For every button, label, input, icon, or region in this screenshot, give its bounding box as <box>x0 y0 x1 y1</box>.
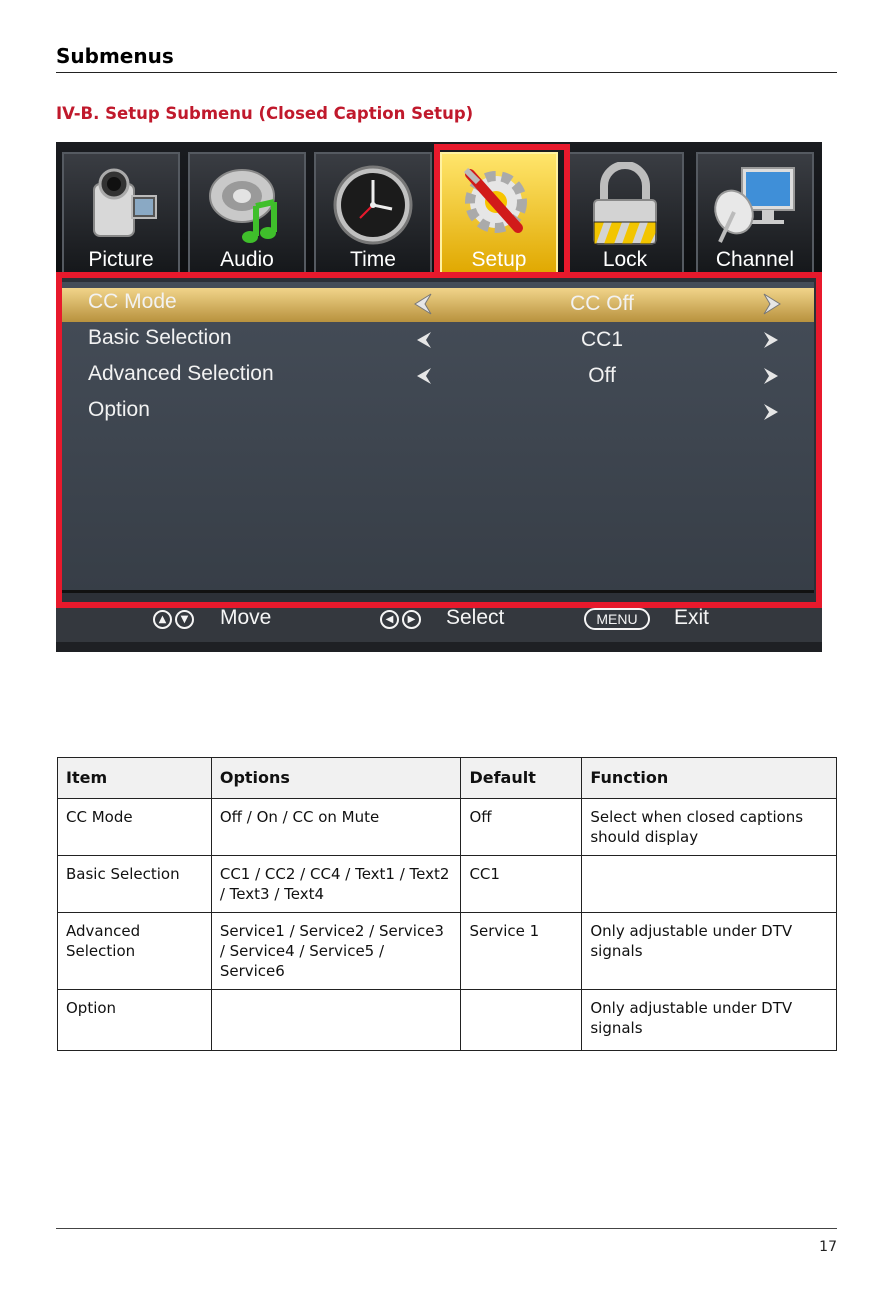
speaker-music-icon <box>204 162 290 248</box>
row-value: CC1 <box>580 328 623 351</box>
section-title: IV-B. Setup Submenu (Closed Caption Setup) <box>56 104 474 123</box>
page-title: Submenus <box>56 44 837 73</box>
tab-label: Lock <box>602 248 648 271</box>
table-row <box>58 856 837 913</box>
up-button-icon: ▲ <box>153 610 172 629</box>
tab-bar <box>56 142 822 278</box>
menu-row-advanced-selection[interactable] <box>62 360 814 394</box>
arrow-left-icon[interactable] <box>413 364 433 388</box>
menu-list <box>62 282 814 592</box>
cell-function: Only adjustable under DTV signals <box>582 990 837 1051</box>
cell-options: CC1 / CC2 / CC4 / Text1 / Text2 / Text3 / Text4 <box>211 856 461 913</box>
header-default: Default <box>461 758 582 799</box>
cell-function <box>582 856 837 913</box>
cell-options: Service1 / Service2 / Service3 / Service4 / Service5 / Service6 <box>211 913 461 990</box>
menu-divider <box>62 590 814 593</box>
arrow-right-icon[interactable] <box>762 400 782 424</box>
menu-row-option[interactable] <box>62 396 814 430</box>
tv-footer-edge <box>56 642 822 652</box>
cell-item: Advanced Selection <box>58 913 212 990</box>
left-button-icon: ◀ <box>380 610 399 629</box>
tab-time[interactable] <box>314 152 432 276</box>
tab-label: Audio <box>220 248 274 271</box>
down-button-icon: ▼ <box>175 610 194 629</box>
row-value: CC Off <box>570 292 634 315</box>
tab-label: Setup <box>471 248 527 271</box>
cell-default <box>461 990 582 1051</box>
right-button-icon: ▶ <box>402 610 421 629</box>
menu-key-icon: MENU <box>584 608 650 630</box>
row-label: Advanced Selection <box>88 362 274 385</box>
table-row <box>58 799 837 856</box>
page-number: 17 <box>819 1239 837 1255</box>
header-options: Options <box>211 758 461 799</box>
arrow-right-icon[interactable] <box>762 328 782 352</box>
cell-item: CC Mode <box>58 799 212 856</box>
cell-function: Select when closed captions should display <box>582 799 837 856</box>
cell-default: Service 1 <box>461 913 582 990</box>
tv-menu-screenshot <box>56 142 822 652</box>
tab-audio[interactable] <box>188 152 306 276</box>
satellite-monitor-icon <box>712 162 798 248</box>
cell-function: Only adjustable under DTV signals <box>582 913 837 990</box>
table-row <box>58 913 837 990</box>
tab-picture[interactable] <box>62 152 180 276</box>
arrow-left-icon[interactable] <box>413 328 433 352</box>
camcorder-icon <box>78 162 164 248</box>
page-footer <box>56 1228 837 1255</box>
cell-options <box>211 990 461 1051</box>
gear-wrench-icon <box>456 162 542 248</box>
page-header <box>56 44 837 73</box>
tab-channel[interactable] <box>696 152 814 276</box>
tv-footer-hints <box>56 602 822 642</box>
row-label: Basic Selection <box>88 326 232 349</box>
tab-label: Channel <box>715 248 795 271</box>
row-label: CC Mode <box>88 290 177 313</box>
closed-caption-table <box>57 757 837 1051</box>
cell-default: Off <box>461 799 582 856</box>
arrow-left-icon[interactable] <box>413 292 433 316</box>
row-value: Off <box>588 364 616 387</box>
padlock-icon <box>582 162 668 248</box>
header-function: Function <box>582 758 837 799</box>
hint-exit: Exit <box>674 606 710 629</box>
menu-row-basic-selection[interactable] <box>62 324 814 358</box>
clock-icon <box>330 162 416 248</box>
tab-lock[interactable] <box>566 152 684 276</box>
table-row <box>58 990 837 1051</box>
cell-options: Off / On / CC on Mute <box>211 799 461 856</box>
tab-setup[interactable] <box>440 152 558 276</box>
hint-select: Select <box>446 606 505 629</box>
menu-row-cc-mode[interactable] <box>62 288 814 322</box>
hint-move: Move <box>220 606 272 629</box>
tab-label: Picture <box>88 248 154 271</box>
row-label: Option <box>88 398 150 421</box>
arrow-right-icon[interactable] <box>762 364 782 388</box>
cell-item: Basic Selection <box>58 856 212 913</box>
header-item: Item <box>58 758 212 799</box>
cell-default: CC1 <box>461 856 582 913</box>
table-header-row <box>58 758 837 799</box>
cell-item: Option <box>58 990 212 1051</box>
arrow-right-icon[interactable] <box>762 292 782 316</box>
tab-label: Time <box>350 248 396 271</box>
